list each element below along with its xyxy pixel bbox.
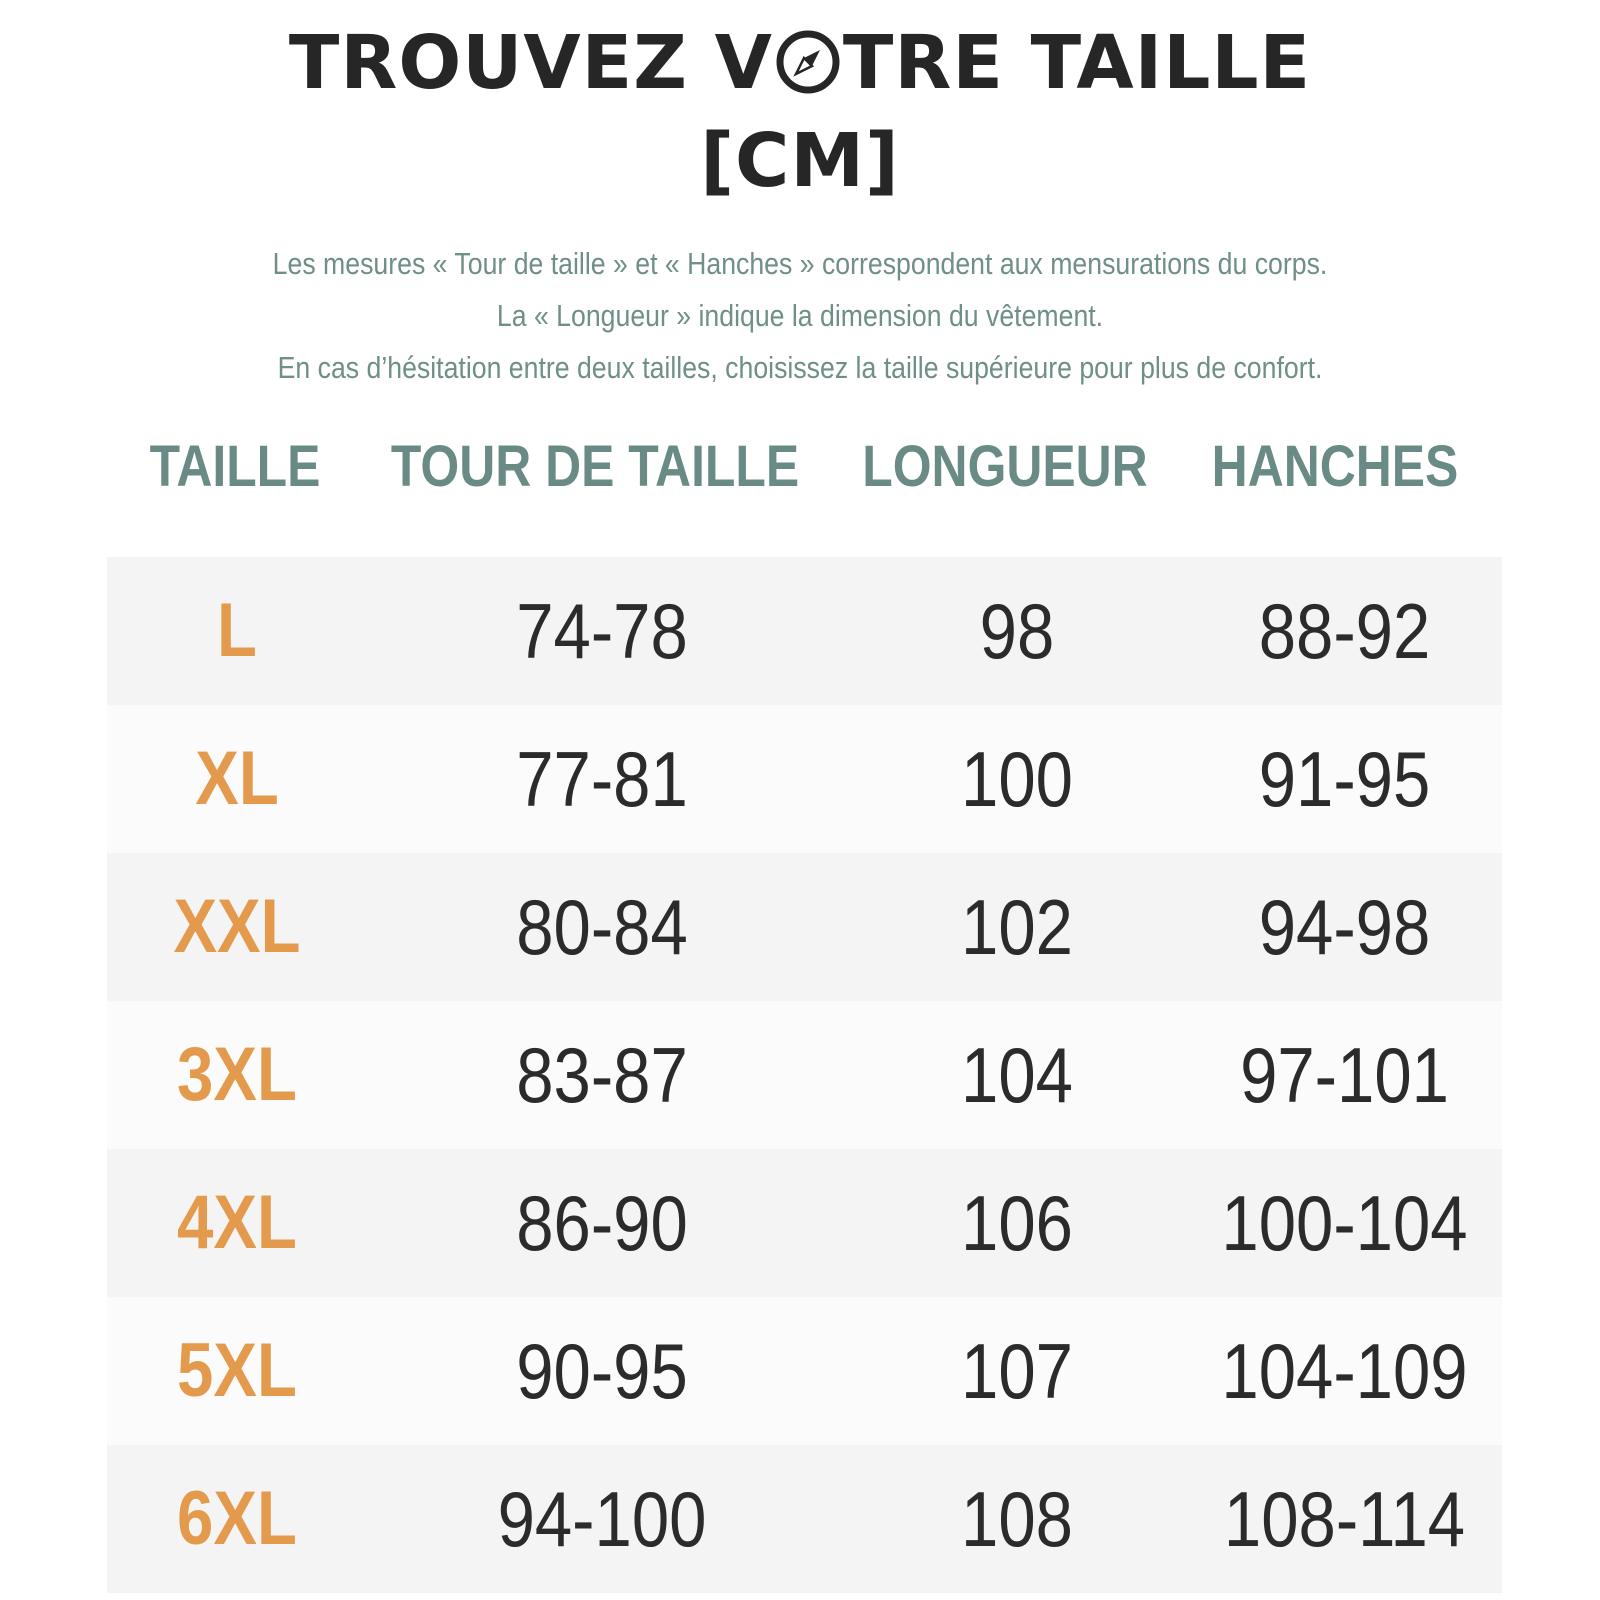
length-value: 100 bbox=[961, 735, 1073, 823]
column-header-size: TAILLE bbox=[149, 434, 321, 499]
title-part-2: TRE TAILLE bbox=[842, 20, 1312, 106]
table-row bbox=[107, 853, 1502, 1001]
column-header-waist: TOUR DE TAILLE bbox=[390, 434, 800, 499]
length-value: 102 bbox=[961, 883, 1073, 971]
table-row bbox=[107, 557, 1502, 705]
length-value: 108 bbox=[961, 1475, 1073, 1563]
length-value: 98 bbox=[979, 587, 1055, 675]
hips-value: 104-109 bbox=[1221, 1327, 1468, 1415]
table-row bbox=[107, 1149, 1502, 1297]
length-value: 107 bbox=[961, 1327, 1073, 1415]
page-subtitle-unit: [CM] bbox=[700, 118, 900, 204]
waist-value: 83-87 bbox=[516, 1031, 688, 1119]
size-label: L bbox=[217, 588, 257, 673]
compass-icon bbox=[774, 28, 842, 96]
size-label: 5XL bbox=[177, 1328, 297, 1413]
table-row bbox=[107, 1445, 1502, 1593]
table-row bbox=[107, 1001, 1502, 1149]
hips-value: 88-92 bbox=[1258, 587, 1431, 675]
waist-value: 94-100 bbox=[497, 1475, 707, 1563]
waist-value: 86-90 bbox=[516, 1179, 688, 1267]
hips-value: 94-98 bbox=[1258, 883, 1431, 971]
table-row bbox=[107, 705, 1502, 853]
size-label: 4XL bbox=[177, 1180, 297, 1265]
waist-value: 77-81 bbox=[516, 735, 688, 823]
size-table bbox=[107, 557, 1502, 1593]
page-title bbox=[0, 20, 1600, 106]
hips-value: 108-114 bbox=[1223, 1475, 1466, 1563]
waist-value: 80-84 bbox=[516, 883, 688, 971]
waist-value: 90-95 bbox=[516, 1327, 688, 1415]
note-line: La « Longueur » indique la dimension du vêtement. bbox=[496, 298, 1104, 333]
length-value: 106 bbox=[961, 1179, 1073, 1267]
note-line: En cas d’hésitation entre deux tailles, choisissez la taille supérieure pour plus de confort. bbox=[277, 350, 1323, 385]
title-part-1: TROUVEZ V bbox=[288, 20, 773, 106]
size-label: 3XL bbox=[177, 1032, 297, 1117]
hips-value: 91-95 bbox=[1258, 735, 1431, 823]
column-header-hips: HANCHES bbox=[1211, 434, 1459, 499]
hips-value: 100-104 bbox=[1221, 1179, 1468, 1267]
column-header-length: LONGUEUR bbox=[862, 434, 1148, 499]
length-value: 104 bbox=[961, 1031, 1073, 1119]
size-label: XXL bbox=[173, 884, 301, 969]
size-label: 6XL bbox=[177, 1476, 297, 1561]
waist-value: 74-78 bbox=[516, 587, 688, 675]
note-line: Les mesures « Tour de taille » et « Hanches » correspondent aux mensurations du corps. bbox=[272, 246, 1328, 281]
table-row bbox=[107, 1297, 1502, 1445]
size-label: XL bbox=[195, 736, 279, 821]
hips-value: 97-101 bbox=[1240, 1031, 1449, 1119]
